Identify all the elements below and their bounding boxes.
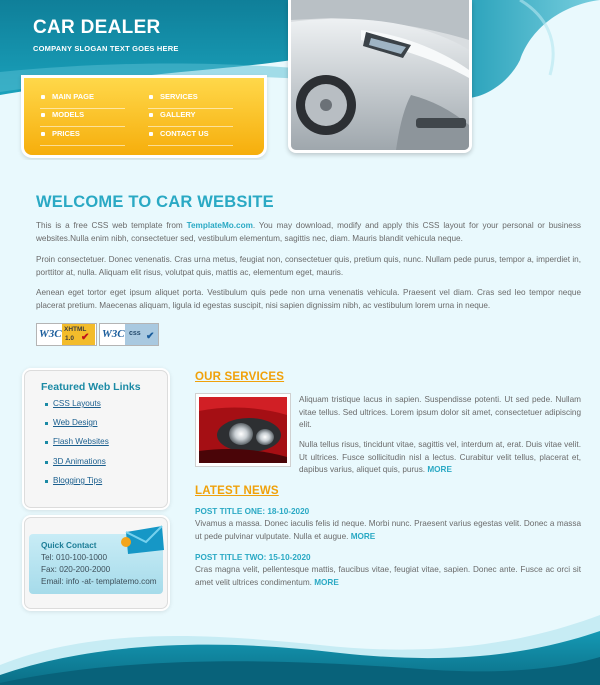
contact-tel: Tel: 010-100-1000 <box>41 553 108 562</box>
sidebar-link-3d-animations[interactable]: 3D Animations <box>45 457 106 466</box>
footer-wave-background <box>0 605 600 685</box>
contact-fax: Fax: 020-200-2000 <box>41 565 111 574</box>
w3c-xhtml-badge[interactable]: W3C XHTML 1.0 ✔ <box>36 323 97 346</box>
main-menu <box>24 78 264 155</box>
sidebar-link-css-layouts[interactable]: CSS Layouts <box>45 399 101 408</box>
menu-item-main-page[interactable]: MAIN PAGE <box>40 91 125 109</box>
w3c-css-badge[interactable]: W3C css ✔ <box>99 323 159 346</box>
welcome-paragraph-3: Aenean eget tortor eget ipsum aliquet porta. Vestibulum quis pede non urna venenatis vehicula. Praesent vel diam. Cras sed leo tempor neque placerat pretium. Maecenas aliquam, ligula id egestas suscipit, nisi sapien dignissim nibh, ac vestibulum lorem urna in neque. <box>36 288 581 310</box>
welcome-paragraph-2: Proin consectetuer. Donec venenatis. Cras urna metus, feugiat non, consectetuer quis, pretium quis, nunc. Nullam pede purus, tempor a, imperdiet in, porttitor at, nulla. Aliquam elit risus, volutpat quis, mattis ac, elementum eget, mauris. <box>36 255 581 277</box>
templatemo-link[interactable]: TemplateMo.com <box>186 221 253 230</box>
featured-links-box <box>24 370 168 508</box>
silver-car-illustration <box>291 0 469 150</box>
sidebar-link-web-design[interactable]: Web Design <box>45 418 97 427</box>
contact-email: Email: info -at- templatemo.com <box>41 577 157 586</box>
red-car-headlight-illustration <box>199 397 287 463</box>
quick-contact-title: Quick Contact <box>41 541 97 550</box>
menu-item-prices[interactable]: PRICES <box>40 128 125 146</box>
checkmark-icon: ✔ <box>81 332 90 343</box>
checkmark-icon: ✔ <box>146 331 155 342</box>
menu-item-models[interactable]: MODELS <box>40 109 125 127</box>
news-post-1-more-link[interactable]: MORE <box>350 531 376 541</box>
site-title[interactable]: CAR DEALER <box>33 17 161 38</box>
services-headlight-image <box>196 394 290 466</box>
news-post-2-more-link[interactable]: MORE <box>314 577 339 587</box>
sidebar-link-flash-websites[interactable]: Flash Websites <box>45 437 109 446</box>
services-more-link[interactable]: MORE <box>427 465 452 475</box>
news-post-title-2[interactable]: POST TITLE TWO: 15-10-2020 <box>195 553 311 562</box>
welcome-paragraph-1: This is a free CSS web template from TemplateMo.com. You may download, modify and apply this CSS layout for your personal or business websites.Nulla enim nibh, consectetuer sed, vestibulum elementum, sagittis nec, diam. Mauris blandit vehicula neque. <box>36 221 582 243</box>
news-post-title-1[interactable]: POST TITLE ONE: 18-10-2020 <box>195 507 310 516</box>
news-post-text-1: Vivamus a massa. Donec iaculis felis id neque. Morbi nunc. Praesent varius egestas velit. Donec a massa ut pede pulvinar vulputate. Nulla et augue. MORE <box>195 519 581 541</box>
quick-contact-box <box>24 517 168 609</box>
services-paragraph-2: Nulla tellus risus, tincidunt vitae, sagittis vel, interdum at, erat. Duis vitae velit. Ut ultrices. Fusce sollicitudin nisl a lectus. Curabitur velit tellus, placerat et, dapibus varius, aliquet quis, purus. MORE <box>299 440 581 475</box>
news-post-text-2: Cras magna velit, pellentesque mattis, faucibus vitae, feugiat vitae, sapien. Donec ante. Fusce ac orci sit amet velit ultrices condimentum. MORE <box>195 565 581 587</box>
envelope-icon <box>120 522 166 558</box>
welcome-heading: WELCOME TO CAR WEBSITE <box>36 193 274 211</box>
services-paragraph-1: Aliquam tristique lacus in sapien. Suspendisse potenti. Ut sed pede. Nullam vitae tellus. Sed ultrices. Lorem ipsum dolor sit amet, consectetuer adipiscing elit. <box>299 395 581 430</box>
menu-item-gallery[interactable]: GALLERY <box>148 109 233 127</box>
news-heading: LATEST NEWS <box>195 485 279 497</box>
site-slogan: COMPANY SLOGAN TEXT GOES HERE <box>33 44 179 53</box>
services-heading: OUR SERVICES <box>195 371 285 383</box>
sidebar-link-blogging-tips[interactable]: Blogging Tips <box>45 476 102 485</box>
menu-item-contact-us[interactable]: CONTACT US <box>148 128 233 146</box>
hero-car-image <box>288 0 472 153</box>
menu-item-services[interactable]: SERVICES <box>148 91 233 109</box>
header <box>0 0 600 160</box>
featured-links-title: Featured Web Links <box>41 381 141 393</box>
